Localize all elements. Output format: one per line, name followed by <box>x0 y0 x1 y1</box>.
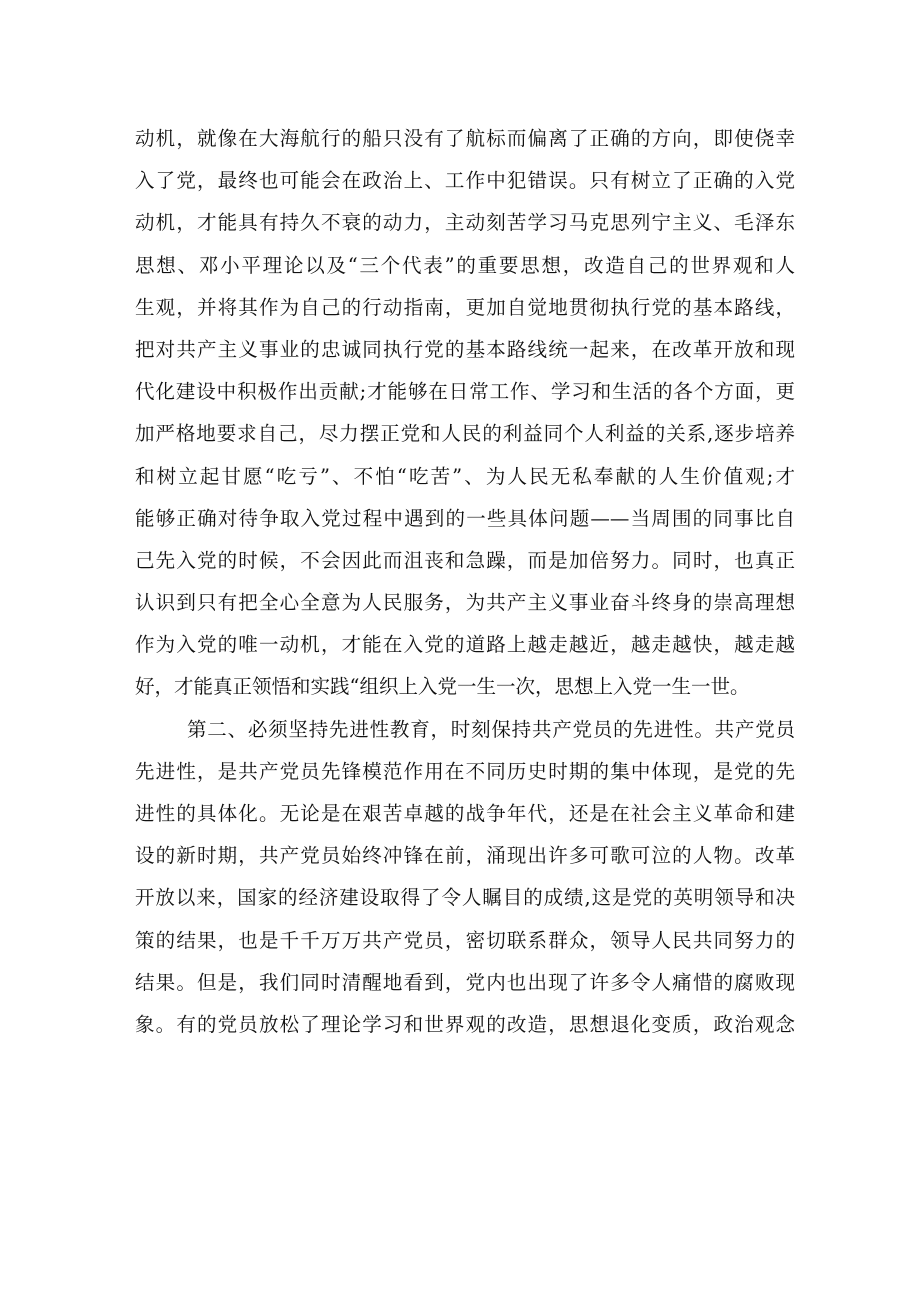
text-line: 把对共产主义事业的忠诚同执行党的基本路线统一起来，在改革开放和现 <box>135 337 795 361</box>
text-line: 认识到只有把全心全意为人民服务，为共产主义事业奋斗终身的崇高理想 <box>135 591 795 615</box>
text-line: 象。有的党员放松了理论学习和世界观的改造，思想退化变质，政治观念 <box>135 1012 795 1036</box>
text-line: 思想、邓小平理论以及“三个代表”的重要思想，改造自己的世界观和人 <box>135 253 795 277</box>
text-line: 第二、必须坚持先进性教育，时刻保持共产党员的先进性。共产党员 <box>187 717 795 741</box>
paragraph-1 <box>135 118 795 709</box>
text-line: 作为入党的唯一动机，才能在入党的道路上越走越近，越走越快，越走越 <box>135 633 795 657</box>
text-line: 进性的具体化。无论是在艰苦卓越的战争年代，还是在社会主义革命和建 <box>135 802 795 825</box>
text-line: 代化建设中积极作出贡献;才能够在日常工作、学习和生活的各个方面，更 <box>135 380 795 404</box>
text-line: 设的新时期，共产党员始终冲锋在前，涌现出许多可歌可泣的人物。改革 <box>135 844 795 868</box>
text-line: 动机，就像在大海航行的船只没有了航标而偏离了正确的方向，即使侥幸 <box>135 127 795 150</box>
text-line: 开放以来，国家的经济建设取得了令人瞩目的成绩,这是党的英明领导和决 <box>135 886 795 910</box>
document-body <box>135 118 795 1046</box>
text-line: 己先入党的时候，不会因此而沮丧和急躁，而是加倍努力。同时，也真正 <box>135 548 795 572</box>
text-line: 加严格地要求自己，尽力摆正党和人民的利益同个人利益的关系,逐步培养 <box>135 422 795 446</box>
text-line: 策的结果，也是千千万万共产党员，密切联系群众，领导人民共同努力的 <box>135 928 795 952</box>
text-line: 动机，才能具有持久不衰的动力，主动刻苦学习马克思列宁主义、毛泽东 <box>135 211 795 235</box>
text-line: 结果。但是，我们同时清醒地看到，党内也出现了许多令人痛惜的腐败现 <box>135 970 795 994</box>
paragraph-2 <box>135 709 795 1047</box>
text-line: 好，才能真正领悟和实践“组织上入党一生一次，思想上入党一生一世。 <box>135 675 750 699</box>
text-line: 能够正确对待争取入党过程中遇到的一些具体问题——当周围的同事比自 <box>135 506 795 530</box>
text-line: 和树立起甘愿“吃亏”、不怕“吃苦”、为人民无私奉献的人生价值观;才 <box>135 464 795 488</box>
text-line: 生观，并将其作为自己的行动指南，更加自觉地贯彻执行党的基本路线， <box>135 295 795 319</box>
text-line: 入了党，最终也可能会在政治上、工作中犯错误。只有树立了正确的入党 <box>135 169 795 193</box>
text-line: 先进性，是共产党员先锋模范作用在不同历史时期的集中体现，是党的先 <box>135 759 795 783</box>
